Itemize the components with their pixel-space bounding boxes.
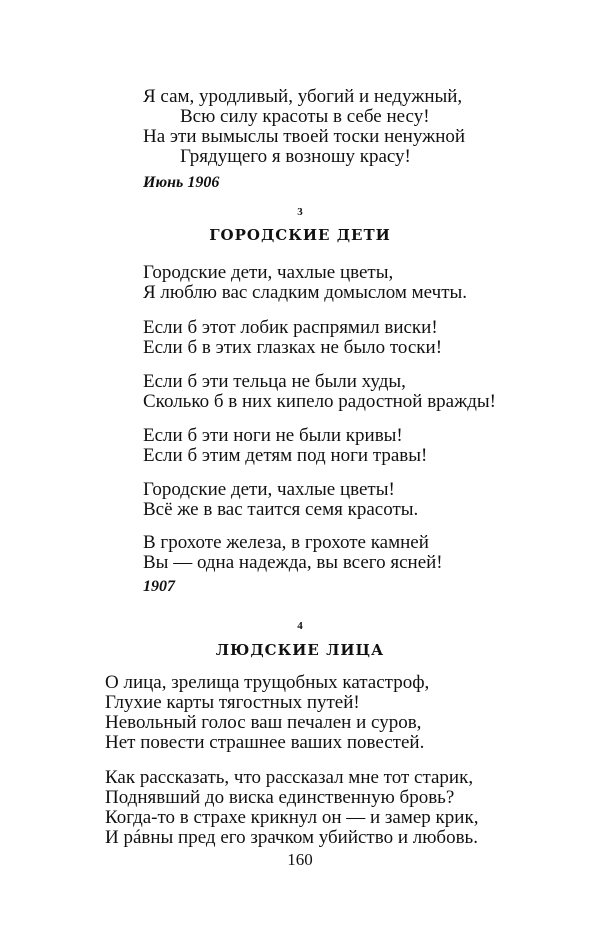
- poem-date: 1907: [143, 578, 175, 595]
- verse-line: Я люблю вас сладким домыслом мечты.: [143, 282, 468, 303]
- verse-line: Невольный голос ваш печален и суров,: [105, 712, 422, 733]
- verse-line: Сколько б в них кипело радостной вражды!: [143, 391, 496, 412]
- verse-line: Если б этим детям под ноги травы!: [143, 445, 428, 466]
- verse-line: Если б эти ноги не были кривы!: [143, 425, 403, 446]
- verse-line: Глухие карты тягостных путей!: [105, 692, 360, 713]
- verse-line: Грядущего я возношу красу!: [180, 146, 411, 167]
- verse-line: Всю силу красоты в себе несу!: [180, 106, 430, 127]
- verse-line: В грохоте железа, в грохоте камней: [143, 532, 429, 553]
- verse-line: Когда-то в страхе крикнул он — и замер крик,: [105, 807, 479, 828]
- poem-number: 4: [297, 620, 303, 632]
- verse-line: Если б этот лобик распрямил виски!: [143, 317, 438, 338]
- poem-title: ЛЮДСКИЕ ЛИЦА: [215, 641, 385, 659]
- verse-line: На эти вымыслы твоей тоски ненужной: [143, 126, 466, 147]
- verse-line: И рáвны пред его зрачком убийство и любовь.: [105, 827, 478, 848]
- verse-line: Поднявший до виска единственную бровь?: [105, 787, 455, 808]
- page-number: 160: [287, 850, 313, 869]
- verse-line: Если б эти тельца не были худы,: [143, 371, 406, 392]
- poem-title: ГОРОДСКИЕ ДЕТИ: [209, 226, 391, 244]
- verse-line: Как рассказать, что рассказал мне тот старик,: [105, 767, 474, 788]
- poem-date: Июнь 1906: [143, 174, 220, 191]
- poem-number: 3: [297, 206, 303, 218]
- verse-line: О лица, зрелища трущобных катастроф,: [105, 672, 430, 693]
- verse-line: Если б в этих глазках не было тоски!: [143, 337, 443, 358]
- verse-line: Я сам, уродливый, убогий и недужный,: [143, 86, 463, 107]
- verse-line: Вы — одна надежда, вы всего ясней!: [143, 552, 443, 573]
- verse-line: Нет повести страшнее ваших повестей.: [105, 732, 425, 753]
- verse-line: Городские дети, чахлые цветы!: [143, 479, 395, 500]
- verse-line: Городские дети, чахлые цветы,: [143, 262, 394, 283]
- verse-line: Всё же в вас таится семя красоты.: [143, 499, 419, 520]
